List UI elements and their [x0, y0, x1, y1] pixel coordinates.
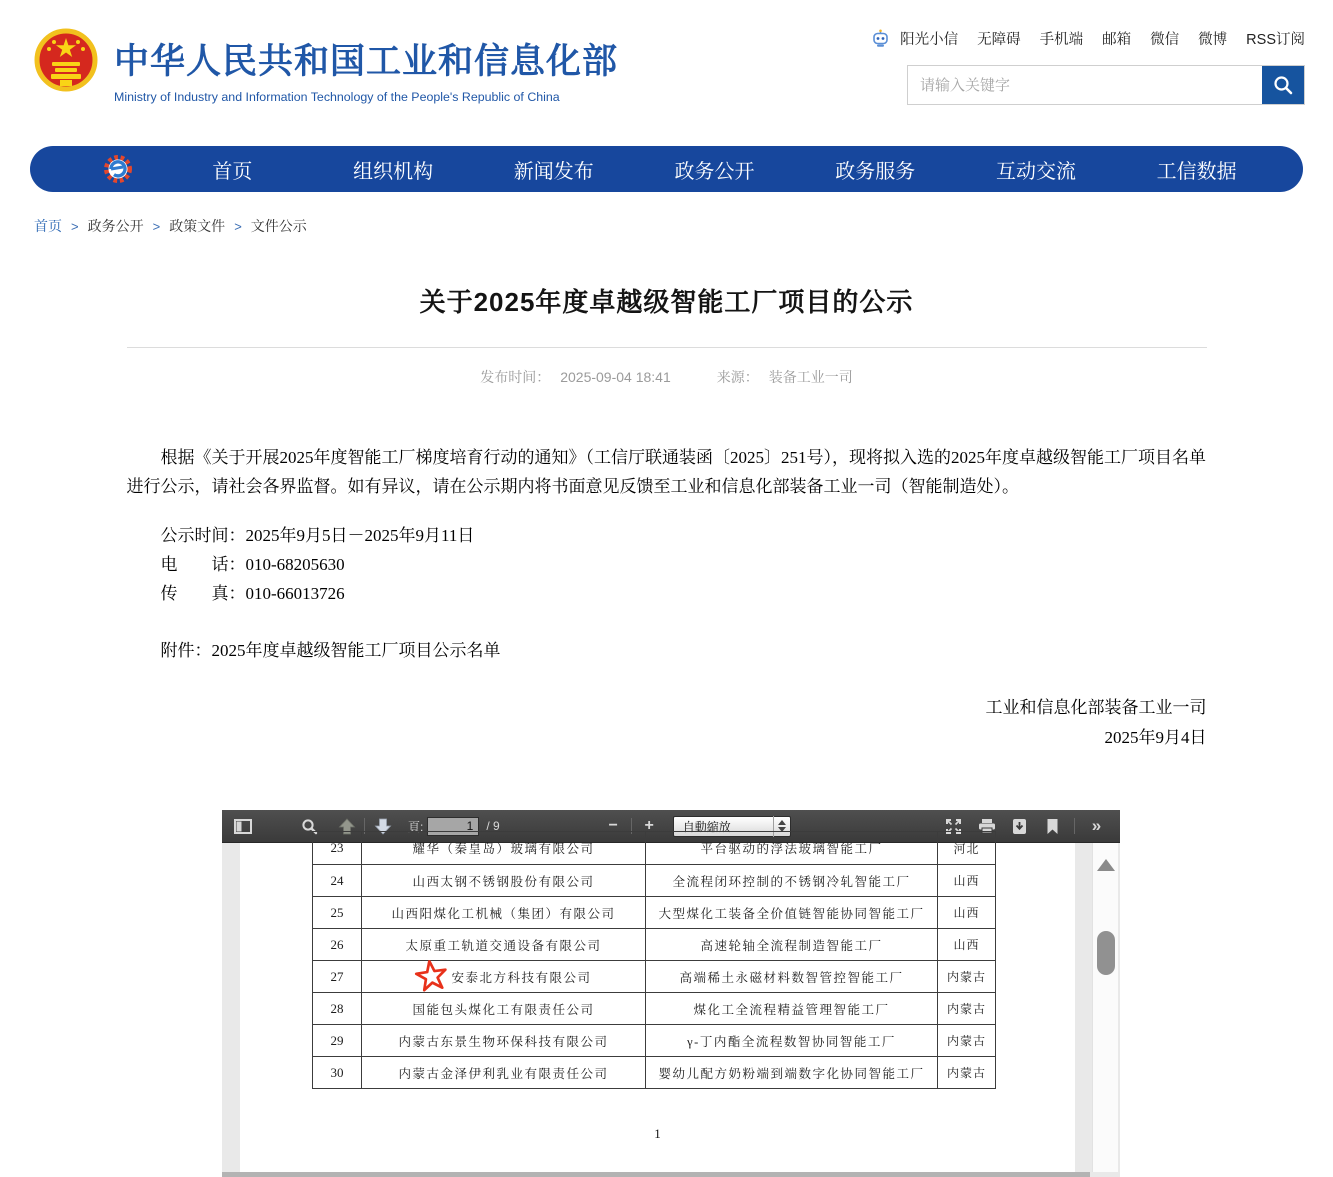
utility-link-rss[interactable]: RSS订阅 [1246, 32, 1305, 48]
utility-links [900, 28, 1305, 49]
utility-link-accessibility[interactable]: 无障碍 [977, 32, 1021, 48]
attachment-line: 附件：2025年度卓越级智能工厂项目公示名单 [160, 641, 501, 660]
pdf-bottom-edge [222, 1172, 1090, 1177]
pdf-page-number: 1 [654, 1126, 661, 1141]
article [127, 282, 1207, 752]
project-cell: γ-丁内酯全流程数智协同智能工厂 [645, 1025, 937, 1056]
company-cell: 国能包头煤化工有限责任公司 [361, 993, 645, 1024]
province-cell: 山西 [937, 929, 995, 960]
red-star-icon [413, 958, 450, 995]
province-cell: 内蒙古 [937, 961, 995, 992]
search-button[interactable] [1262, 66, 1304, 104]
utility-link-wechat[interactable]: 微信 [1150, 32, 1180, 48]
breadcrumb-separator: > [152, 218, 161, 234]
robot-icon [871, 29, 890, 48]
signature: 工业和信息化部装备工业一司 [985, 698, 1207, 717]
article-body [127, 443, 1207, 752]
breadcrumb-policy-docs[interactable]: 政策文件 [169, 218, 226, 234]
table-row [313, 864, 995, 896]
utility-link-mobile[interactable]: 手机端 [1039, 32, 1084, 48]
table-row [313, 928, 995, 960]
nav-item-news[interactable]: 新闻发布 [513, 160, 594, 183]
table-row [313, 1024, 995, 1056]
more-tools-button[interactable]: » [1091, 816, 1102, 835]
publish-time-label: 发布时间： [480, 369, 551, 385]
project-cell: 全流程闭环控制的不锈钢冷轧智能工厂 [645, 865, 937, 896]
page-title: 关于2025年度卓越级智能工厂项目的公示 [419, 287, 914, 317]
province-cell: 内蒙古 [937, 1025, 995, 1056]
download-icon [1011, 818, 1028, 835]
main-nav [30, 146, 1303, 192]
pdf-page [240, 840, 1075, 1172]
nav-item-gov-info[interactable]: 政务公开 [674, 160, 755, 183]
site-brand [34, 26, 618, 132]
pdf-content-area [222, 840, 1120, 1177]
breadcrumb-separator: > [71, 218, 79, 234]
breadcrumb-home[interactable]: 首页 [34, 218, 62, 234]
site-header [0, 0, 1333, 132]
download-button[interactable] [1006, 814, 1033, 839]
title-divider [127, 347, 1207, 348]
row-number: 27 [330, 968, 344, 984]
notice-period: 公示时间：2025年9月5日－2025年9月11日 [160, 526, 475, 545]
project-cell: 煤化工全流程精益管理智能工厂 [645, 993, 937, 1024]
province-cell: 内蒙古 [937, 993, 995, 1024]
phone-line: 电 话：010-68205630 [160, 555, 345, 574]
utility-link-sunshine[interactable]: 阳光小信 [900, 32, 959, 48]
site-title: 中华人民共和国工业和信息化部 [114, 42, 619, 81]
company-name: 安泰北方科技有限公司 [451, 970, 592, 985]
breadcrumb-separator: > [234, 218, 242, 234]
toolbar-separator [1074, 818, 1075, 834]
province-cell: 内蒙古 [937, 1057, 995, 1088]
nav-item-home[interactable]: 首页 [212, 160, 253, 183]
breadcrumb [34, 216, 1333, 236]
source-label: 来源： [716, 369, 759, 385]
site-subtitle: Ministry of Industry and Information Technology of the People's Republic of China [114, 90, 560, 104]
bookmark-icon [1046, 818, 1059, 835]
row-number: 24 [330, 872, 344, 888]
search-bar [907, 65, 1305, 105]
project-cell: 高端稀土永磁材料数智管控智能工厂 [645, 961, 937, 992]
zoom-out-button[interactable]: − [608, 817, 618, 834]
pdf-viewer [222, 810, 1120, 1177]
company-cell: 山西阳煤化工机械（集团）有限公司 [361, 897, 645, 928]
utility-link-weibo[interactable]: 微博 [1198, 32, 1228, 48]
row-number: 23 [330, 840, 344, 855]
nav-item-data[interactable]: 工信数据 [1156, 160, 1237, 183]
company-cell: 太原重工轨道交通设备有限公司 [361, 929, 645, 960]
page-total: / 9 [486, 819, 500, 833]
project-cell: 平台驱动的浮法玻璃智能工厂 [645, 832, 937, 864]
brand-text [114, 26, 618, 104]
province-cell: 河北 [937, 832, 995, 864]
nav-item-gov-services[interactable]: 政务服务 [835, 160, 916, 183]
project-cell: 高速轮轴全流程制造智能工厂 [645, 929, 937, 960]
sidebar-toggle-icon [234, 819, 252, 834]
page-label: 頁: [408, 819, 424, 834]
national-emblem-icon [34, 26, 98, 103]
scrollbar-thumb[interactable] [1097, 931, 1115, 975]
fax-line: 传 真：010-66013726 [160, 584, 345, 603]
source: 装备工业一司 [768, 369, 853, 385]
article-paragraph: 根据《关于开展2025年度智能工厂梯度培育行动的通知》（工信厅联通装函〔2025〕251号），现将拟入选的2025年度卓越级智能工厂项目名单进行公示，请社会各界监督。如有异议，请在公示期内将书面意见反馈至工业和信息化部装备工业一司（智能制造处）。 [126, 448, 1206, 496]
project-cell: 大型煤化工装备全价值链智能协同智能工厂 [645, 897, 937, 928]
company-cell: 内蒙古东景生物环保科技有限公司 [361, 1025, 645, 1056]
row-number: 26 [330, 936, 344, 952]
gear-e-logo-icon [102, 153, 134, 185]
header-right [900, 26, 1305, 132]
signature-date: 2025年9月4日 [1104, 728, 1207, 747]
search-input[interactable] [908, 66, 1262, 104]
pdf-scrollbar[interactable] [1092, 843, 1118, 1172]
breadcrumb-doc-publicity[interactable]: 文件公示 [250, 218, 307, 234]
bookmark-button[interactable] [1039, 814, 1066, 839]
table-row [313, 896, 995, 928]
zoom-mode-value: 自動縮放 [682, 819, 731, 834]
article-meta [127, 367, 1207, 387]
company-cell [361, 961, 645, 992]
table-row [313, 1056, 995, 1088]
project-cell: 婴幼儿配方奶粉端到端数字化协同智能工厂 [645, 1057, 937, 1088]
row-number: 30 [330, 1064, 344, 1080]
table-row [313, 992, 995, 1024]
nav-item-interaction[interactable]: 互动交流 [995, 160, 1076, 183]
company-cell: 耀华（秦皇岛）玻璃有限公司 [361, 832, 645, 864]
table-row [313, 832, 995, 864]
company-cell: 内蒙古金泽伊利乳业有限责任公司 [361, 1057, 645, 1088]
row-number: 29 [330, 1032, 344, 1048]
table-row-starred [313, 960, 995, 992]
breadcrumb-gov-info[interactable]: 政务公开 [87, 218, 144, 234]
zoom-in-button[interactable]: + [644, 817, 654, 834]
publicity-list-table [312, 831, 996, 1089]
province-cell: 山西 [937, 865, 995, 896]
company-cell: 山西太钢不锈钢股份有限公司 [361, 865, 645, 896]
sidebar-toggle-button[interactable] [229, 814, 256, 839]
nav-item-organization[interactable]: 组织机构 [353, 160, 434, 183]
search-icon [1273, 75, 1293, 95]
province-cell: 山西 [937, 897, 995, 928]
scroll-up-arrow-icon[interactable] [1097, 859, 1115, 871]
publish-time: 2025-09-04 18:41 [560, 369, 671, 385]
utility-link-mail[interactable]: 邮箱 [1102, 32, 1132, 48]
row-number: 28 [330, 1000, 344, 1016]
row-number: 25 [330, 904, 344, 920]
